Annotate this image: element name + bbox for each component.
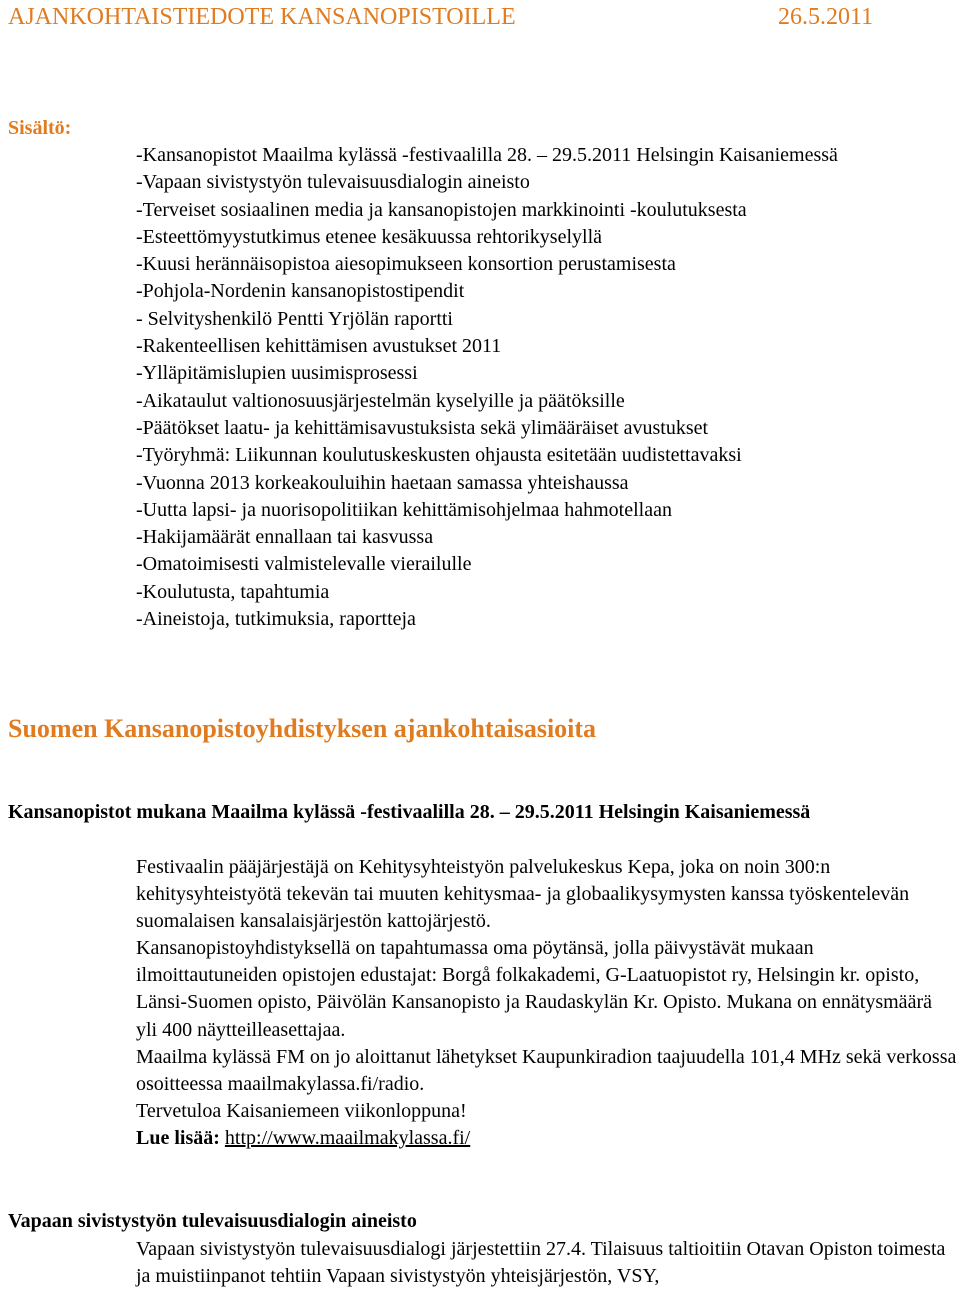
document-date: 26.5.2011 [778,4,874,30]
document-header [8,0,948,34]
toc-item: -Pohjola-Nordenin kansanopistostipendit [136,280,465,303]
article-body [136,1236,956,1290]
article-paragraph: Kansanopistoyhdistyksellä on tapahtumassa oma pöytänsä, jolla päivystävät mukaan ilmoittautuneiden opistojen edustajat: Borgå folkakademi, G-Laatuopistot ry, Helsingin kr. opisto, Länsi-Suomen opisto, Päivölän Kansanopisto ja Raudaskylän Kr. Opisto. Mukana on ennätysmäärä yli 400 näytteilleasettajaa. [136,937,932,1041]
article-paragraph: Festivaalin pääjärjestäjä on Kehitysyhteistyön palvelukeskus Kepa, joka on noin 300:n kehitysyhteistyötä tekevän tai muuten kehitysmaa- ja globaalikysymysten kanssa työskentelevän suomalaisen kansalaisjärjestön kattojärjestö. [136,856,910,933]
toc-item: -Kuusi herännäisopistoa aiesopimukseen konsortion perustamisesta [136,253,676,276]
document-title: AJANKOHTAISTIEDOTE KANSANOPISTOILLE [8,4,516,30]
article-paragraph: Maailma kylässä FM on jo aloittanut lähetykset Kaupunkiradion taajuudella 101,4 MHz sekä verkossa osoitteessa maailmakylassa.fi/radio. [136,1045,957,1095]
article-paragraph: Tervetuloa Kaisaniemeen viikonloppuna! [136,1099,467,1122]
toc-item: -Aineistoja, tutkimuksia, raportteja [136,608,416,631]
toc-item: - Selvityshenkilö Pentti Yrjölän raportti [136,307,453,330]
section-heading: Suomen Kansanopistoyhdistyksen ajankohtaisasioita [8,714,597,743]
toc-item: -Rakenteellisen kehittämisen avustukset 2011 [136,335,502,358]
article-title: Kansanopistot mukana Maailma kylässä -festivaalilla 28. – 29.5.2011 Helsingin Kaisaniemessä [8,801,811,823]
toc-item: -Kansanopistot Maailma kylässä -festivaalilla 28. – 29.5.2011 Helsingin Kaisaniemessä [136,144,838,166]
toc-item: -Uutta lapsi- ja nuorisopolitiikan kehittämisohjelmaa hahmotellaan [136,498,672,521]
toc-item: -Esteettömyystutkimus etenee kesäkuussa rehtorikyselyllä [136,225,602,248]
toc-item: -Työryhmä: Liikunnan koulutuskeskusten ohjausta esitetään uudistettavaksi [136,444,742,467]
toc-item: -Vuonna 2013 korkeakouluihin haetaan samassa yhteishaussa [136,471,629,494]
toc-item: -Aikataulut valtionosuusjärjestelmän kyselyille ja päätöksille [136,389,625,412]
toc-item: -Omatoimisesti valmistelevalle vierailulle [136,553,472,576]
read-more-label: Lue lisää: [136,1126,220,1149]
toc-item: -Koulutusta, tapahtumia [136,580,330,603]
article-title: Vapaan sivistystyön tulevaisuusdialogin aineisto [8,1210,417,1232]
toc-item: -Päätökset laatu- ja kehittämisavustuksista sekä ylimääräiset avustukset [136,416,709,439]
read-more-line [136,1125,958,1152]
toc-item: -Ylläpitämislupien uusimisprosessi [136,362,418,385]
table-of-contents [136,142,936,633]
toc-item: -Terveiset sosiaalinen media ja kansanopistojen markkinointi -koulutuksesta [136,198,747,221]
read-more-link[interactable]: http://www.maailmakylassa.fi/ [224,1126,471,1149]
article-paragraph: Vapaan sivistystyön tulevaisuusdialogi järjestettiin 27.4. Tilaisuus taltioitiin Otavan Opiston toimesta ja muistiinpanot tehtiin Vapaan sivistystyön yhteisjärjestön, VSY, [136,1238,946,1287]
toc-item: -Hakijamäärät ennallaan tai kasvussa [136,526,434,549]
article-body [136,854,958,1152]
toc-heading: Sisältö: [8,117,72,139]
toc-item: -Vapaan sivistystyön tulevaisuusdialogin aineisto [136,171,530,194]
